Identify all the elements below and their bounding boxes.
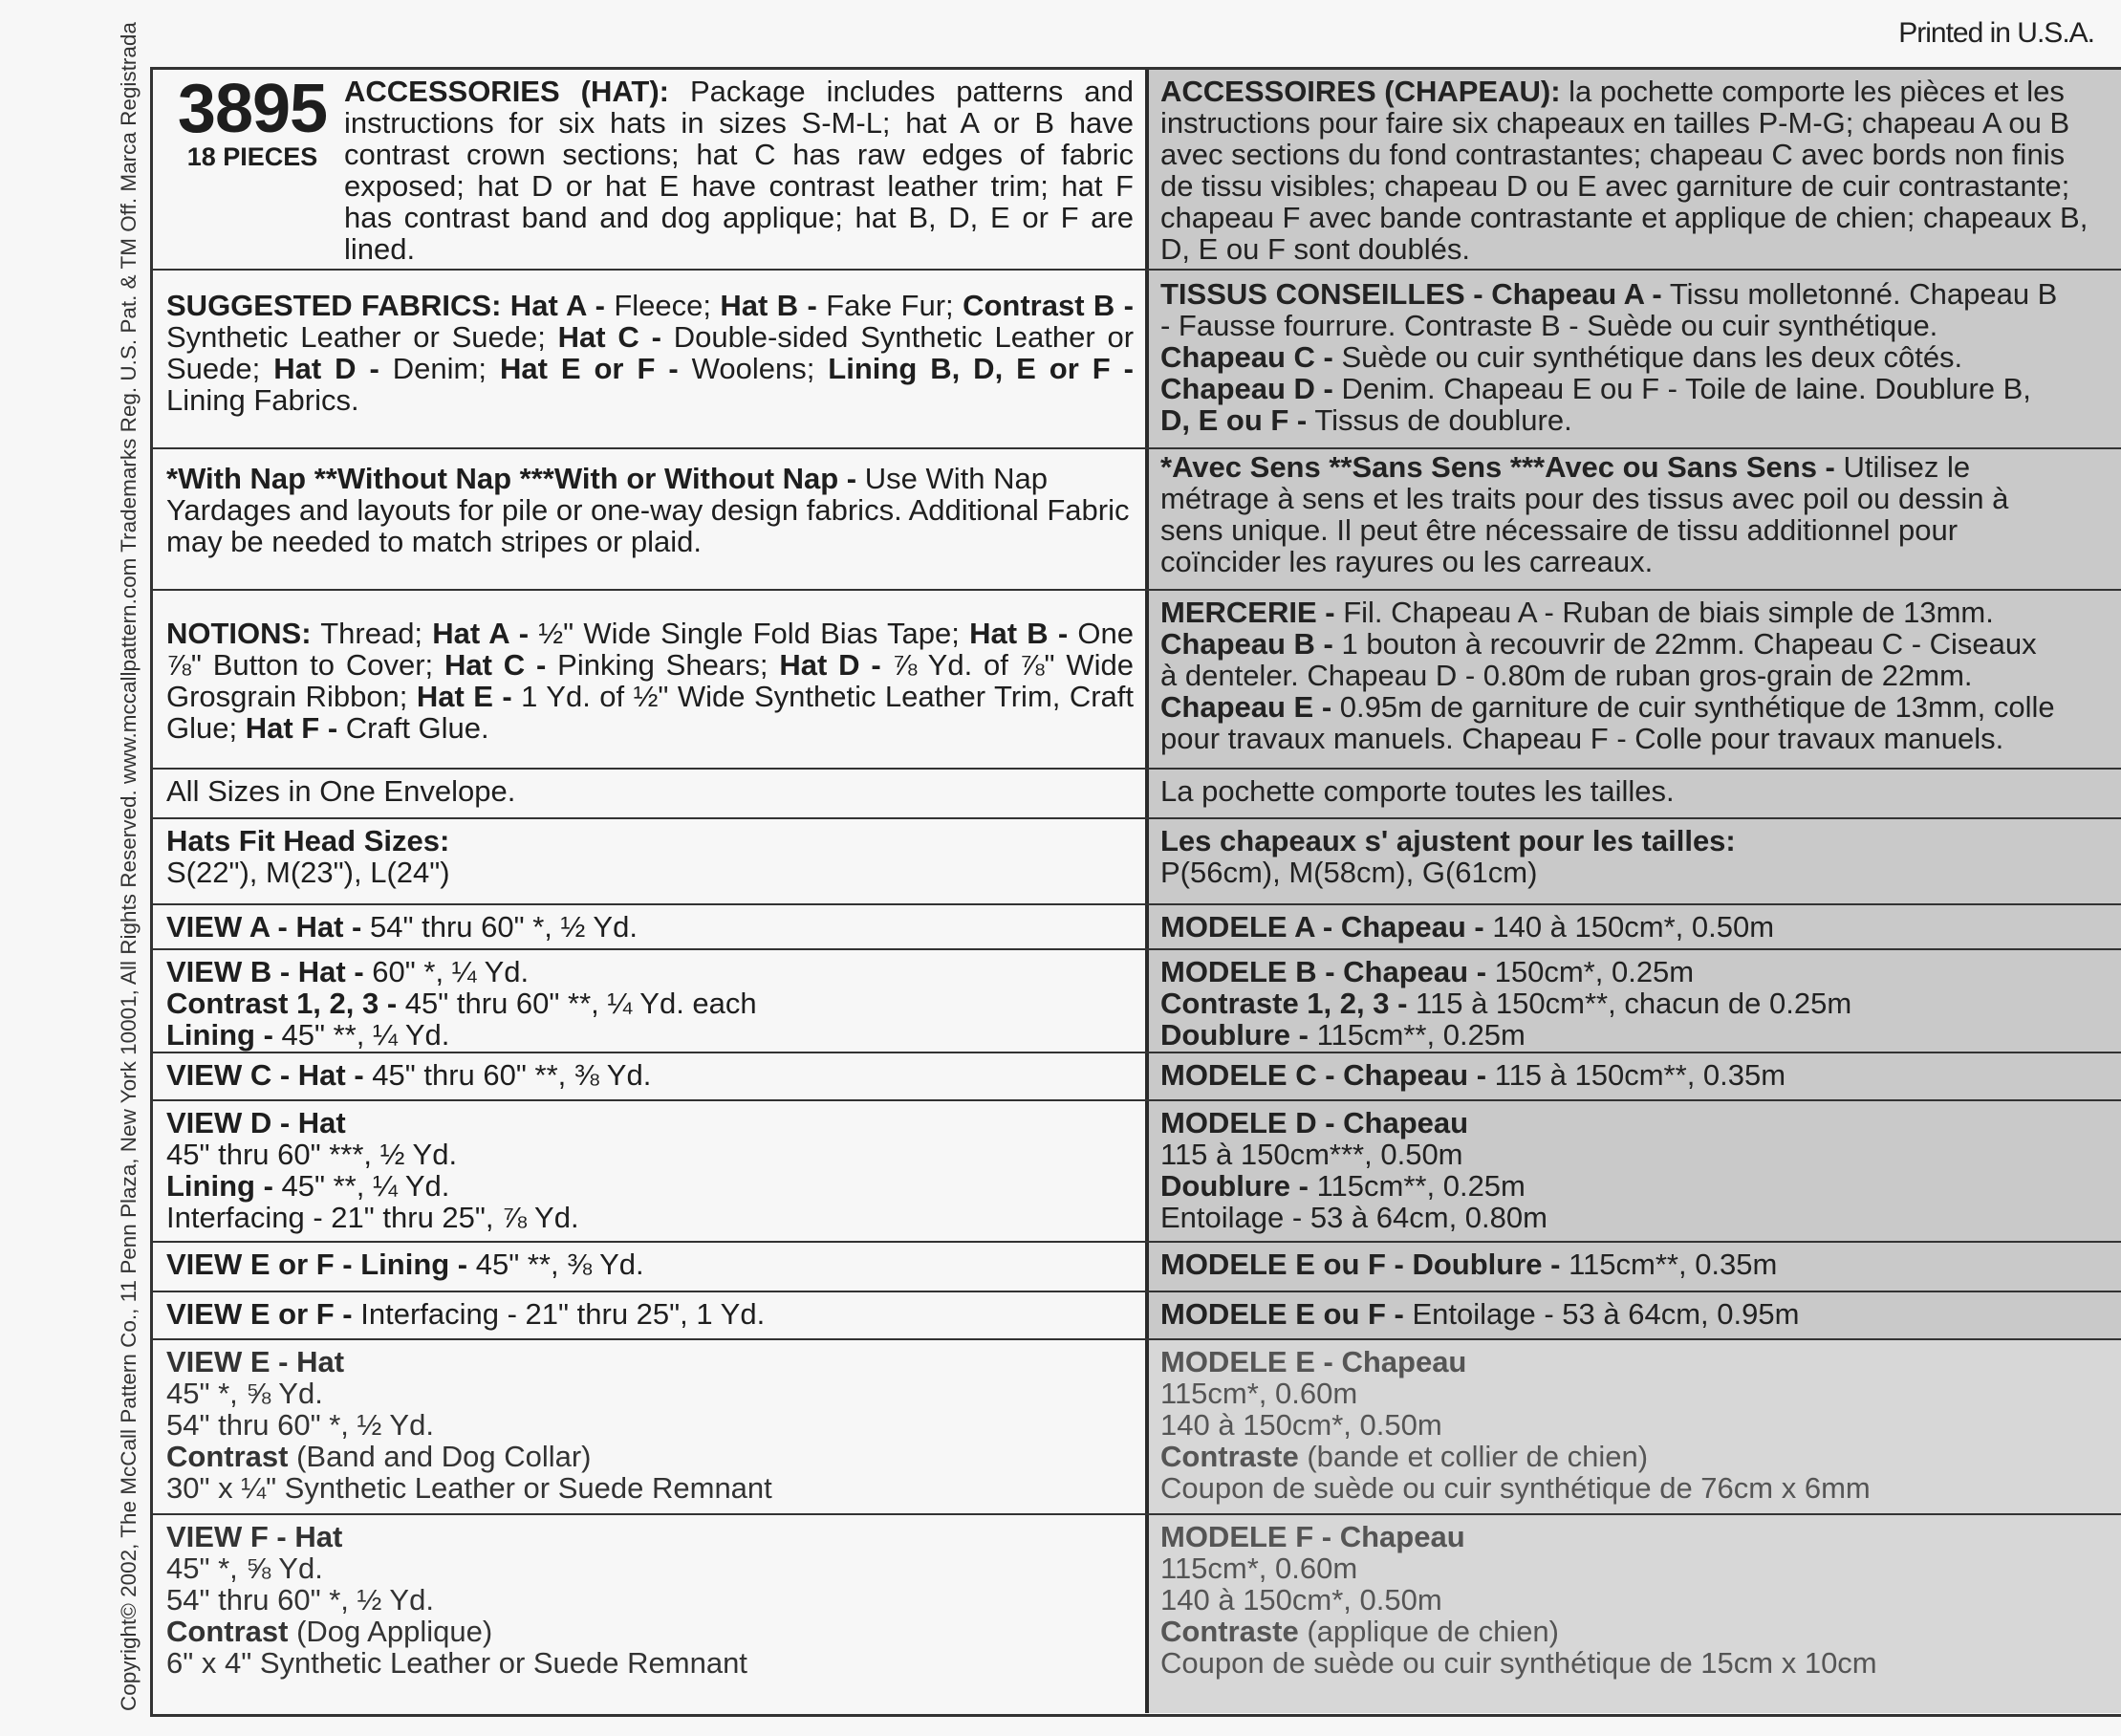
fr-text: - Fausse fourrure. Contraste B - Suède ou cuir synthétique. (1160, 309, 1938, 342)
fr-text: P(56cm), M(58cm), G(61cm) (1160, 856, 1538, 889)
fr-bold-text: Contraste 1, 2, 3 - (1160, 987, 1408, 1020)
printed-in-label: Printed in U.S.A. (1898, 17, 2094, 49)
en-text: 45" **, ¼ Yd. (272, 1169, 450, 1203)
en-text (153, 819, 1145, 905)
fr-line (1160, 1441, 2121, 1472)
fr-line (1160, 202, 2121, 233)
fr-text: coïncider les rayures ou les carreaux. (1160, 545, 1654, 578)
fr-bold-text: MODELE D - Chapeau (1160, 1106, 1469, 1139)
fr-text: (applique de chien) (1298, 1615, 1559, 1648)
fr-text: chapeau F avec bande contrastante et applique de chien; chapeaux B, (1160, 201, 2089, 234)
en-text-run: Fake Fur; (816, 289, 963, 322)
fr-line (1160, 1059, 2121, 1091)
fr-bold-text: MERCERIE - (1160, 596, 1335, 629)
en-bold-text: Hat F - (245, 711, 338, 745)
en-text (153, 1340, 1145, 1515)
fr-text: avec sections du fond contrastantes; chapeau C avec bords non finis (1160, 138, 2066, 171)
fr-text (1149, 1101, 2121, 1243)
fr-bold-text: Chapeau D - (1160, 372, 1333, 405)
en-bold-text: Hat D - (273, 352, 379, 385)
fr-text: Coupon de suède ou cuir synthétique de 76cm x 6mm (1160, 1471, 1871, 1505)
fr-line (1160, 451, 2121, 483)
fr-text: la pochette comporte les pièces et les (1560, 75, 2065, 108)
fr-bold-text: Chapeau E - (1160, 690, 1332, 724)
fr-line (1160, 1298, 2121, 1330)
en-line (166, 1059, 1134, 1091)
en-text-run: Double-sided Synthetic Leather or Suede; (166, 320, 1135, 385)
en-bold-text: ACCESSORIES (HAT): (344, 75, 670, 108)
fr-text (1149, 1515, 2121, 1713)
fr-line (1160, 857, 2121, 888)
en-bold-text: Hat E or F - (499, 352, 679, 385)
fr-bold-text: MODELE E - Chapeau (1160, 1345, 1467, 1378)
en-line (166, 1552, 1134, 1584)
en-text-run: Fleece; (604, 289, 721, 322)
copyright-sidebar: Copyright© 2002, The McCall Pattern Co., 11 Penn Plaza, New York 10001, All Rights Reserved. www.mccallpattern.com Trademarks Reg. U.S. Pat. & TM Off. Marca Registrada (117, 22, 141, 1711)
en-line (166, 1616, 1134, 1647)
en-line (166, 1647, 1134, 1679)
fr-text (1149, 905, 2121, 950)
fr-bold-text: Chapeau B - (1160, 627, 1333, 661)
fr-text: sens unique. Il peut être nécessaire de tissu additionnel pour (1160, 513, 1959, 547)
fr-line (1160, 660, 2121, 691)
row-nap (153, 447, 2121, 591)
en-text-run: Thread; (311, 617, 433, 650)
en-text: 54" thru 60" *, ½ Yd. (166, 1583, 434, 1617)
en-text (153, 1515, 1145, 1713)
en-text: S(22"), M(23"), L(24") (166, 856, 450, 889)
fr-text: 1 bouton à recouvrir de 22mm. Chapeau C - Ciseaux (1332, 627, 2037, 661)
fr-line (1160, 775, 2121, 807)
pieces-count: 18 PIECES (186, 142, 318, 171)
row-view-c (153, 1052, 2121, 1101)
fr-bold-text: MODELE F - Chapeau (1160, 1520, 1465, 1553)
fr-text: Fil. Chapeau A - Ruban de biais simple de 13mm. (1334, 596, 1994, 629)
en-text: 30" x ¼" Synthetic Leather or Suede Remnant (166, 1471, 772, 1505)
en-text-run: Package includes patterns and instructions for six hats in sizes S-M-L; hat A or B have contrast crown sections; hat C has raw edges of fabric exposed; hat D or hat E have contrast leather trim; hat F has contrast band and dog applique; hat B, D, E or F are lined. (344, 75, 1135, 266)
en-bold-text: Hat E - (416, 680, 512, 713)
en-bold-text: VIEW E or F - Lining - (166, 1248, 468, 1281)
fr-text (1149, 770, 2121, 819)
en-text: Interfacing - 21" thru 25", 1 Yd. (352, 1297, 766, 1331)
fr-line (1160, 514, 2121, 546)
fr-line (1160, 1107, 2121, 1139)
en-text: (Band and Dog Collar) (288, 1440, 592, 1473)
en-text-run: ⅞ Yd. of ⅞" Wide Grosgrain Ribbon; (166, 648, 1135, 713)
fr-bold-text: Doublure - (1160, 1169, 1309, 1203)
fr-line (1160, 76, 2121, 107)
en-bold-text: VIEW E or F - (166, 1297, 353, 1331)
en-bold-text: VIEW B - Hat - (166, 955, 364, 988)
en-text: 45" **, ⅜ Yd. (467, 1248, 644, 1281)
fr-text (1149, 271, 2121, 449)
fr-text: 115cm**, 0.25m (1309, 1169, 1526, 1203)
fr-line (1160, 1248, 2121, 1280)
fr-line (1160, 597, 2121, 628)
fr-bold-text: MODELE B - Chapeau - (1160, 955, 1487, 988)
fr-text: 140 à 150cm*, 0.50m (1160, 1583, 1442, 1617)
fr-bold-text: Contraste (1160, 1440, 1299, 1473)
en-line (166, 1107, 1134, 1139)
en-line (166, 1441, 1134, 1472)
fr-bold-text: MODELE E ou F - (1160, 1297, 1404, 1331)
en-text-run: Pinking Shears; (546, 648, 780, 682)
en-text: 54" thru 60" *, ½ Yd. (361, 910, 638, 944)
fr-text: Tissus de doublure. (1307, 403, 1572, 437)
row-view-ef-interfacing (153, 1291, 2121, 1340)
en-text (153, 1101, 1145, 1243)
en-text (153, 271, 1145, 449)
en-line (166, 1409, 1134, 1441)
en-bold-text: Hats Fit Head Sizes: (166, 824, 450, 857)
fr-text (1149, 950, 2121, 1053)
fr-line (1160, 139, 2121, 170)
en-bold-text: Hat A - (432, 617, 530, 650)
fr-text: 115 à 150cm**, chacun de 0.25m (1407, 987, 1852, 1020)
en-bold-text: Hat D - (779, 648, 881, 682)
en-text: 45" **, ¼ Yd. (272, 1018, 450, 1052)
fr-line (1160, 628, 2121, 660)
en-bold-text: *With Nap **Without Nap ***With or Without Nap - (166, 462, 857, 495)
fr-text: Utilisez le (1834, 450, 1971, 484)
fr-line (1160, 483, 2121, 514)
row-view-b (153, 948, 2121, 1053)
fr-line (1160, 1521, 2121, 1552)
en-bold-text: VIEW F - Hat (166, 1520, 343, 1553)
fr-text (1149, 70, 2121, 269)
en-text-run: Lining Fabrics. (166, 383, 359, 417)
fr-bold-text: *Avec Sens **Sans Sens ***Avec ou Sans Sens - (1160, 450, 1835, 484)
en-text: All Sizes in One Envelope. (166, 774, 516, 808)
fr-bold-text: MODELE C - Chapeau - (1160, 1058, 1487, 1092)
en-text: 45" thru 60" **, ¼ Yd. each (397, 987, 757, 1020)
en-bold-text: Contrast (166, 1440, 289, 1473)
fr-text: 115cm*, 0.60m (1160, 1552, 1358, 1585)
fr-line (1160, 373, 2121, 404)
fr-text: de tissu visibles; chapeau D ou E avec garniture de cuir contrastante; (1160, 169, 2070, 203)
fr-bold-text: ACCESSOIRES (CHAPEAU): (1160, 75, 1561, 108)
fr-text: (bande et collier de chien) (1298, 1440, 1649, 1473)
en-text-run: Denim; (379, 352, 500, 385)
en-bold-text: Hat C - (444, 648, 547, 682)
en-text-run: 1 Yd. of ½" Wide Synthetic Leather Trim, Craft Glue; (166, 680, 1135, 745)
en-bold-text: SUGGESTED FABRICS: Hat A - (166, 289, 605, 322)
fr-text: 115cm*, 0.60m (1160, 1377, 1358, 1410)
row-view-d (153, 1099, 2121, 1243)
fr-text: instructions pour faire six chapeaux en tailles P-M-G; chapeau A ou B (1160, 106, 2070, 140)
fr-bold-text: Les chapeaux s' ajustent pour les tailles: (1160, 824, 1736, 857)
fr-text (1149, 1243, 2121, 1292)
en-line (166, 1346, 1134, 1378)
en-bold-text: VIEW D - Hat (166, 1106, 346, 1139)
fr-bold-text: TISSUS CONSEILLES - Chapeau A - (1160, 277, 1662, 311)
en-line (166, 1298, 1134, 1330)
en-text (344, 76, 1134, 265)
fr-line (1160, 1472, 2121, 1504)
fr-text (1149, 1053, 2121, 1101)
fr-line (1160, 1552, 2121, 1584)
en-bold-text: Contrast (166, 1615, 289, 1648)
en-text (153, 950, 1145, 1053)
fr-text (1149, 819, 2121, 905)
fr-text: Denim. Chapeau E ou F - Toile de laine. Doublure B, (1332, 372, 2031, 405)
en-text (153, 1292, 1145, 1340)
en-line (166, 1202, 1134, 1233)
en-text: Interfacing - 21" thru 25", ⅞ Yd. (166, 1201, 579, 1234)
en-text (153, 1243, 1145, 1292)
fr-line (1160, 1170, 2121, 1202)
en-line (166, 1019, 1134, 1051)
en-line (166, 987, 1134, 1019)
fr-line (1160, 987, 2121, 1019)
en-text: (Dog Applique) (288, 1615, 493, 1648)
fr-text: La pochette comporte toutes les tailles. (1160, 774, 1675, 808)
en-text (153, 905, 1145, 950)
en-line (166, 1248, 1134, 1280)
en-line (166, 956, 1134, 987)
en-bold-text: Hat B - (720, 289, 817, 322)
en-text: 54" thru 60" *, ½ Yd. (166, 1408, 434, 1442)
row-view-f (153, 1513, 2121, 1713)
en-line (166, 1139, 1134, 1170)
fr-line (1160, 278, 2121, 310)
fr-text: D, E ou F sont doublés. (1160, 232, 1470, 266)
en-text: 45" *, ⅝ Yd. (166, 1552, 323, 1585)
fr-line (1160, 1616, 2121, 1647)
row-all-sizes (153, 768, 2121, 819)
fr-text (1149, 591, 2121, 770)
en-text: 45" thru 60" ***, ½ Yd. (166, 1138, 458, 1171)
fr-line (1160, 107, 2121, 139)
fr-bold-text: D, E ou F - (1160, 403, 1308, 437)
fr-text: 140 à 150cm*, 0.50m (1160, 1408, 1442, 1442)
row-view-e (153, 1338, 2121, 1515)
en-bold-text: Hat B - (969, 617, 1069, 650)
fr-line (1160, 1019, 2121, 1051)
fr-text: 0.95m de garniture de cuir synthétique de 13mm, colle (1331, 690, 2055, 724)
en-line (166, 775, 1134, 807)
fr-line (1160, 723, 2121, 754)
en-line (166, 825, 1134, 857)
fr-bold-text: Doublure - (1160, 1018, 1309, 1052)
fr-text: 140 à 150cm*, 0.50m (1483, 910, 1775, 944)
fr-line (1160, 825, 2121, 857)
fr-text: Entoilage - 53 à 64cm, 0.95m (1403, 1297, 1800, 1331)
en-bold-text: Contrast 1, 2, 3 - (166, 987, 398, 1020)
en-text-run: One ⅞" Button to Cover; (166, 617, 1134, 682)
fr-line (1160, 546, 2121, 577)
fr-line (1160, 1139, 2121, 1170)
fr-line (1160, 1584, 2121, 1616)
row-head-sizes (153, 817, 2121, 905)
fr-line (1160, 1202, 2121, 1233)
en-line (166, 1584, 1134, 1616)
pattern-number-value: 3895 (177, 71, 328, 147)
fr-line (1160, 691, 2121, 723)
row-notions (153, 589, 2121, 770)
en-line (166, 1378, 1134, 1409)
fr-text: Coupon de suède ou cuir synthétique de 15cm x 10cm (1160, 1646, 1877, 1680)
en-text: 45" *, ⅝ Yd. (166, 1377, 323, 1410)
en-line (166, 911, 1134, 943)
en-line (166, 857, 1134, 888)
en-text: 6" x 4" Synthetic Leather or Suede Remnant (166, 1646, 747, 1680)
fr-text: 115 à 150cm***, 0.50m (1160, 1138, 1463, 1171)
fr-line (1160, 310, 2121, 341)
en-text-run: Use With Nap Yardages and layouts for pile or one-way design fabrics. Additional Fabric may be needed to match stripes or plaid. (166, 462, 1130, 558)
en-bold-text: Contrast B - (963, 289, 1135, 322)
fr-text: Suède ou cuir synthétique dans les deux côtés. (1332, 340, 1963, 374)
fr-line (1160, 1346, 2121, 1378)
en-line (166, 1472, 1134, 1504)
en-bold-text: VIEW E - Hat (166, 1345, 345, 1378)
en-line (166, 1170, 1134, 1202)
fr-text: 115cm**, 0.25m (1309, 1018, 1526, 1052)
fr-text: 150cm*, 0.25m (1486, 955, 1695, 988)
en-bold-text: Hat C - (557, 320, 661, 354)
fr-text (1149, 449, 2121, 591)
row-view-a (153, 903, 2121, 950)
en-text-run: Synthetic Leather or Suede; (166, 320, 558, 354)
en-text (153, 449, 1145, 591)
row-suggested-fabrics (153, 269, 2121, 449)
row-accessories (153, 70, 2121, 269)
fr-line (1160, 233, 2121, 265)
en-text-run: Craft Glue. (337, 711, 489, 745)
fr-text: 115cm**, 0.35m (1560, 1248, 1778, 1281)
en-text: 60" *, ¼ Yd. (363, 955, 530, 988)
fr-text: Entoilage - 53 à 64cm, 0.80m (1160, 1201, 1547, 1234)
fr-text: pour travaux manuels. Chapeau F - Colle pour travaux manuels. (1160, 722, 2004, 755)
fr-bold-text: Chapeau C - (1160, 340, 1333, 374)
fr-bold-text: MODELE E ou F - Doublure - (1160, 1248, 1561, 1281)
en-text (153, 770, 1145, 819)
en-text-run: Woolens; (678, 352, 829, 385)
en-bold-text: Lining B, D, E or F - (828, 352, 1134, 385)
fr-text: Tissu molletonné. Chapeau B (1661, 277, 2058, 311)
fr-line (1160, 1378, 2121, 1409)
row-view-ef-lining (153, 1241, 2121, 1292)
fr-text: 115 à 150cm**, 0.35m (1486, 1058, 1786, 1092)
en-bold-text: Lining - (166, 1169, 273, 1203)
fr-bold-text: MODELE A - Chapeau - (1160, 910, 1484, 944)
fr-line (1160, 341, 2121, 373)
en-bold-text: VIEW A - Hat - (166, 910, 362, 944)
pattern-info-table (150, 67, 2121, 1717)
en-bold-text: Lining - (166, 1018, 273, 1052)
en-bold-text: NOTIONS: (166, 617, 312, 650)
en-text: 45" thru 60" **, ⅜ Yd. (363, 1058, 652, 1092)
en-bold-text: VIEW C - Hat - (166, 1058, 364, 1092)
fr-line (1160, 1409, 2121, 1441)
fr-bold-text: Contraste (1160, 1615, 1299, 1648)
fr-text (1149, 1292, 2121, 1340)
fr-line (1160, 170, 2121, 202)
pattern-number (166, 71, 338, 265)
en-text (153, 591, 1145, 770)
en-text (153, 1053, 1145, 1101)
fr-text: à denteler. Chapeau D - 0.80m de ruban gros-grain de 22mm. (1160, 659, 1973, 692)
fr-line (1160, 956, 2121, 987)
fr-line (1160, 404, 2121, 436)
fr-line (1160, 911, 2121, 943)
fr-text (1149, 1340, 2121, 1515)
en-line (166, 1521, 1134, 1552)
fr-text: métrage à sens et les traits pour des tissus avec poil ou dessin à (1160, 482, 2009, 515)
fr-line (1160, 1647, 2121, 1679)
en-text-run: ½" Wide Single Fold Bias Tape; (529, 617, 970, 650)
